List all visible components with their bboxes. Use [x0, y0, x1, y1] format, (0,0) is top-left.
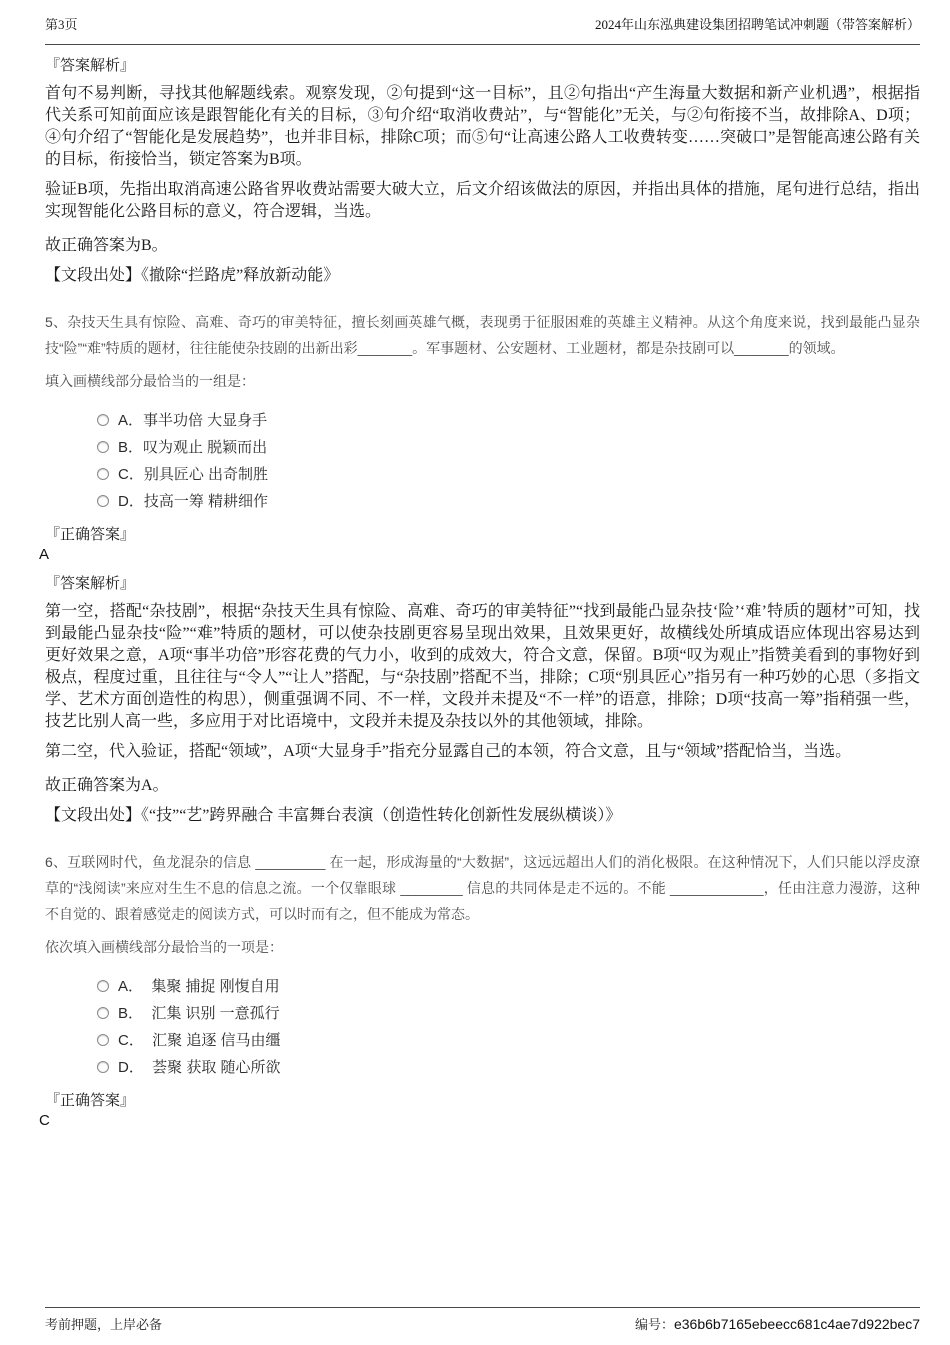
- q6-option-d-label[interactable]: D． 荟聚 获取 随心所欲: [118, 1059, 281, 1076]
- q6-option-a[interactable]: [97, 972, 920, 999]
- page-footer: [45, 1307, 920, 1333]
- analysis-paragraph: 验证B项，先指出取消高速公路省界收费站需要大破大立，后文介绍该做法的原因，并指出具体的措施，尾句进行总结，指出实现智能化公路目标的意义，符合逻辑，当选。: [45, 181, 920, 220]
- q6-option-b[interactable]: [97, 999, 920, 1026]
- footer-code-label: 编号：: [634, 1317, 674, 1332]
- page-number: 第3页: [45, 17, 78, 32]
- q5-option-b-label[interactable]: B．叹为观止 脱颖而出: [118, 439, 268, 456]
- q6-correct-answer-value: C: [39, 1112, 50, 1129]
- correct-answer-statement: 故正确答案为B。: [45, 237, 168, 254]
- analysis-paragraph: 首句不易判断，寻找其他解题线索。观察发现，②句提到“这一目标”，且②句指出“产生海量大数据和新产业机遇”，根据指代关系可知前面应该是跟智能化有关的目标，③句介绍“取消收费站”，与“智能化”无关，与②句衔接不当，故排除A、D项；④句介绍了“智能化是发展趋势”，也并非目标，排除C项；而⑤句“让高速公路人工收费转变……突破口”是智能高速公路有关的目标，衔接恰当，锁定答案为B项。: [45, 85, 920, 168]
- question-6-options: [97, 972, 920, 1080]
- q5-option-d[interactable]: [97, 487, 920, 514]
- page-header: [45, 14, 920, 45]
- q5-correct-answer-statement: 故正确答案为A。: [45, 777, 169, 794]
- question-6-text: 6、互联网时代，鱼龙混杂的信息 _________ 在一起，形成海量的“大数据”，这远远超出人们的消化极限。在这种情况下，人们只能以浮皮潦草的“浅阅读”来应对生生不息的信息之流。一个仅靠眼球 ________ 信息的共同体是走不远的。不能 ____________，任由注意力漫游，这种不自觉的、跟着感觉走的阅读方式，可以时而有之，但不能成为常态。: [45, 854, 920, 922]
- footer-code: [635, 1314, 920, 1333]
- q6-option-a-radio[interactable]: [97, 980, 109, 992]
- q6-option-d-radio[interactable]: [97, 1061, 109, 1073]
- q6-option-d[interactable]: [97, 1053, 920, 1080]
- q6-option-c[interactable]: [97, 1026, 920, 1053]
- q5-passage-source: 【文段出处】《“技”“艺”跨界融合 丰富舞台表演（创造性转化创新性发展纵横谈）》: [45, 807, 622, 824]
- analysis-section-label: 『答案解析』: [45, 58, 136, 74]
- q5-correct-answer-label: 『正确答案』: [45, 527, 136, 543]
- question-5-prompt: 填入画横线部分最恰当的一组是：: [45, 373, 255, 389]
- q5-option-a[interactable]: [97, 406, 920, 433]
- q5-option-b[interactable]: [97, 433, 920, 460]
- q5-option-c[interactable]: [97, 460, 920, 487]
- q5-option-d-radio[interactable]: [97, 495, 109, 507]
- question-6: [39, 849, 920, 1129]
- question-5-text: 5、杂技天生具有惊险、高难、奇巧的审美特征，擅长刻画英雄气概，表现勇于征服困难的英雄主义精神。从这个角度来说，找到最能凸显杂技“险”“难”特质的题材，往往能使杂技剧的出新出彩_______。军事题材、公安题材、工业题材，都是杂技剧可以_______的领域。: [45, 314, 920, 356]
- footer-code-value: e36b6b7165ebeecc681c4ae7d922bec7: [673, 1316, 920, 1332]
- question-6-prompt: 依次填入画横线部分最恰当的一项是：: [45, 939, 283, 955]
- q5-option-d-label[interactable]: D．技高一筹 精耕细作: [118, 493, 269, 510]
- question-5-options: [97, 406, 920, 514]
- q5-correct-answer-value: A: [39, 546, 50, 563]
- q5-option-b-radio[interactable]: [97, 441, 109, 453]
- q5-option-a-label[interactable]: A．事半功倍 大显身手: [118, 412, 268, 429]
- q6-option-c-label[interactable]: C． 汇聚 追逐 信马由缰: [118, 1032, 281, 1049]
- q5-analysis-paragraph: 第一空，搭配“杂技剧”，根据“杂技天生具有惊险、高难、奇巧的审美特征”“找到最能凸显杂技‘险’‘难’特质的题材”可知，找到最能凸显杂技“险”“难”特质的题材，可以使杂技剧更容易呈现出效果，且效果更好，故横线处所填成语应体现出容易达到更好效果之意，A项“事半功倍”形容花费的气力小，收到的成效大，符合文意，保留。B项“叹为观止”指赞美看到的事物好到极点，程度过重，且往往与“令人”“让人”搭配，与“杂技剧”搭配不当，排除；C项“别具匠心”指另有一种巧妙的心思（多指文学、艺术方面创造性的构思），侧重强调不同、不一样，文段并未提及“不一样”的语意，排除；D项“技高一筹”指稍强一些，技艺比别人高一些，多应用于对比语境中，文段并未提及杂技以外的其他领域，排除。: [45, 603, 920, 730]
- page-content: [39, 54, 920, 1129]
- q6-option-b-radio[interactable]: [97, 1007, 109, 1019]
- q6-option-a-label[interactable]: A． 集聚 捕捉 刚愎自用: [118, 978, 280, 995]
- q5-option-c-radio[interactable]: [97, 468, 109, 480]
- q6-option-b-label[interactable]: B． 汇集 识别 一意孤行: [118, 1005, 280, 1022]
- footer-slogan: 考前押题，上岸必备: [45, 1317, 163, 1332]
- q5-option-a-radio[interactable]: [97, 414, 109, 426]
- question-5: [39, 309, 920, 827]
- q5-option-c-label[interactable]: C．别具匠心 出奇制胜: [118, 466, 269, 483]
- document-title: 2024年山东泓典建设集团招聘笔试冲刺题（带答案解析）: [594, 17, 920, 32]
- q5-analysis-paragraph: 第二空，代入验证，搭配“领域”，A项“大显身手”指充分显露自己的本领，符合文意，且与“领域”搭配恰当，当选。: [45, 743, 852, 760]
- q6-option-c-radio[interactable]: [97, 1034, 109, 1046]
- q6-correct-answer-label: 『正确答案』: [45, 1093, 136, 1109]
- q5-analysis-label: 『答案解析』: [45, 576, 136, 592]
- passage-source: 【文段出处】《撤除“拦路虎”释放新动能》: [45, 267, 340, 284]
